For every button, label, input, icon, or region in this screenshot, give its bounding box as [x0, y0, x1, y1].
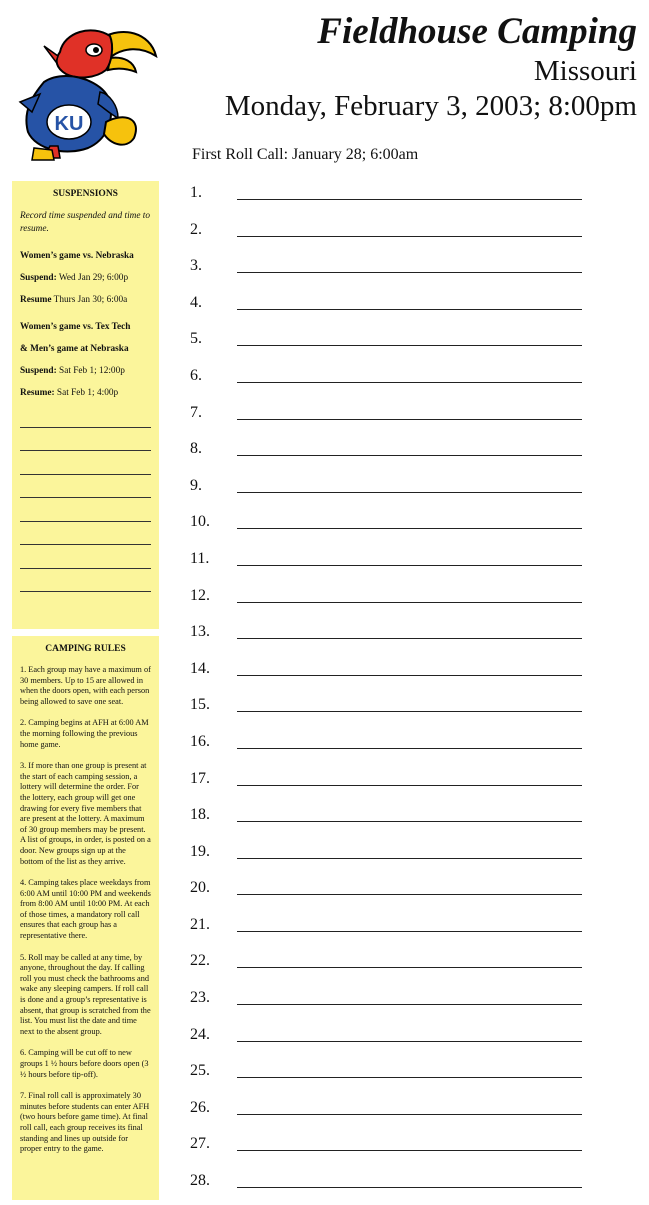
suspensions-title: SUSPENSIONS: [53, 189, 118, 199]
roll-call-row: [190, 839, 590, 876]
roll-call-row: [190, 583, 590, 620]
roll-call-row: [190, 1095, 590, 1132]
roll-call-write-line[interactable]: [237, 199, 582, 200]
roll-call-row: [190, 1022, 590, 1059]
roll-call-number: 17.: [190, 769, 210, 787]
roll-call-write-line[interactable]: [237, 309, 582, 310]
roll-call-write-line[interactable]: [237, 858, 582, 859]
roll-call-number: 8.: [190, 440, 202, 458]
first-roll-call: First Roll Call: January 28; 6:00am: [192, 146, 419, 163]
roll-call-number: 18.: [190, 806, 210, 824]
roll-call-row: [190, 802, 590, 839]
blank-write-line[interactable]: [20, 451, 151, 475]
blank-write-line[interactable]: [20, 569, 151, 593]
roll-call-row: [190, 253, 590, 290]
roll-call-number: 11.: [190, 549, 210, 567]
suspension-game-second: & Men’s game at Nebraska: [20, 344, 129, 354]
roll-call-number: 19.: [190, 842, 210, 860]
roll-call-row: [190, 400, 590, 437]
suspension-blank-lines: [20, 404, 151, 592]
roll-call-number: 1.: [190, 184, 202, 201]
roll-call-write-line[interactable]: [237, 894, 582, 895]
roll-call-write-line[interactable]: [237, 1041, 582, 1042]
jayhawk-icon: [14, 22, 160, 162]
roll-call-number: 27.: [190, 1135, 210, 1153]
roll-call-number: 28.: [190, 1172, 210, 1190]
roll-call-row: [190, 180, 590, 217]
suspend-value: Sat Feb 1; 12:00p: [56, 366, 125, 376]
roll-call-row: [190, 875, 590, 912]
suspend-value: Wed Jan 29; 6:00p: [56, 273, 129, 283]
blank-write-line[interactable]: [20, 404, 151, 428]
roll-call-number: 23.: [190, 989, 210, 1007]
suspend-entry: [20, 272, 151, 285]
roll-call-write-line[interactable]: [237, 711, 582, 712]
roll-call-write-line[interactable]: [237, 382, 582, 383]
suspensions-panel: [12, 181, 159, 629]
roll-call-write-line[interactable]: [237, 1004, 582, 1005]
roll-call-number: 25.: [190, 1062, 210, 1080]
roll-call-row: [190, 948, 590, 985]
suspension-game: Women’s game vs. Nebraska: [20, 251, 134, 261]
resume-label: Resume: [20, 295, 52, 305]
suspend-entry: [20, 365, 151, 378]
roll-call-number: 24.: [190, 1025, 210, 1043]
roll-call-write-line[interactable]: [237, 565, 582, 566]
camping-rules-panel: [12, 636, 159, 1200]
blank-write-line[interactable]: [20, 475, 151, 499]
blank-write-line[interactable]: [20, 428, 151, 452]
suspensions-instructions: Record time suspended and time to resume.: [20, 211, 151, 234]
rule-item: 5. Roll may be called at any time, by anyone, throughout the day. If calling roll you must check the bathrooms and wake any sleeping campers. If roll call is done and a group’s representative is absent, that group is scratched from the list. You must list the date and time next to the absent group.: [20, 952, 151, 1036]
roll-call-row: [190, 473, 590, 510]
roll-call-number: 6.: [190, 366, 202, 384]
resume-label: Resume:: [20, 388, 55, 398]
roll-call-row: [190, 436, 590, 473]
roll-call-row: [190, 692, 590, 729]
roll-call-write-line[interactable]: [237, 785, 582, 786]
game-datetime: Monday, February 3, 2003; 8:00pm: [224, 90, 637, 122]
roll-call-number: 4.: [190, 293, 202, 311]
roll-call-row: [190, 729, 590, 766]
resume-entry: [20, 294, 151, 307]
roll-call-row: [190, 290, 590, 327]
suspend-label: Suspend:: [20, 273, 57, 283]
rule-item: 2. Camping begins at AFH at 6:00 AM the morning following the previous home game.: [20, 718, 149, 749]
rule-item: 3. If more than one group is present at the start of each camping session, a lottery will determine the order. For the lottery, each group will get one drawing for every five members that are present at the lottery. A maximum of 30 group members may be present. A list of groups, in order, is posted on a door. New groups sign up at the bottom of the list as they arrive.: [20, 761, 151, 866]
page-title: Fieldhouse Camping: [317, 11, 637, 52]
roll-call-row: [190, 217, 590, 254]
roll-call-row: [190, 326, 590, 363]
roll-call-write-line[interactable]: [237, 236, 582, 237]
roll-call-number: 21.: [190, 915, 210, 933]
roll-call-number: 15.: [190, 696, 210, 714]
rule-item: 1. Each group may have a maximum of 30 members. Up to 15 are allowed in when the doors open, with each person being allowed to save one seat.: [20, 665, 151, 706]
suspend-label: Suspend:: [20, 366, 57, 376]
roll-call-number: 2.: [190, 220, 202, 238]
roll-call-row: [190, 985, 590, 1022]
roll-call-list: [190, 180, 590, 1205]
roll-call-number: 14.: [190, 659, 210, 677]
roll-call-write-line[interactable]: [237, 492, 582, 493]
roll-call-row: [190, 363, 590, 400]
blank-write-line[interactable]: [20, 545, 151, 569]
rules-title: CAMPING RULES: [45, 644, 126, 654]
roll-call-row: [190, 1168, 590, 1205]
blank-write-line[interactable]: [20, 522, 151, 546]
roll-call-write-line[interactable]: [237, 1114, 582, 1115]
roll-call-row: [190, 656, 590, 693]
roll-call-number: 26.: [190, 1098, 210, 1116]
roll-call-write-line[interactable]: [237, 638, 582, 639]
rule-item: 6. Camping will be cut off to new groups 1 ½ hours before doors open (3 ½ hours before tip-off).: [20, 1048, 149, 1079]
roll-call-row: [190, 1131, 590, 1168]
roll-call-write-line[interactable]: [237, 345, 582, 346]
roll-call-row: [190, 766, 590, 803]
roll-call-write-line[interactable]: [237, 1187, 582, 1188]
roll-call-row: [190, 619, 590, 656]
roll-call-write-line[interactable]: [237, 272, 582, 273]
roll-call-number: 22.: [190, 952, 210, 970]
roll-call-number: 20.: [190, 879, 210, 897]
roll-call-number: 7.: [190, 403, 202, 421]
roll-call-row: [190, 912, 590, 949]
roll-call-write-line[interactable]: [237, 528, 582, 529]
roll-call-write-line[interactable]: [237, 675, 582, 676]
rule-item: 4. Camping takes place weekdays from 6:00 AM until 10:00 PM and weekends from 8:00 AM until 10:00 PM. At each of those times, a mandatory roll call ensures that each group has a representative there.: [20, 878, 151, 941]
roll-call-write-line[interactable]: [237, 931, 582, 932]
resume-value: Thurs Jan 30; 6:00a: [51, 295, 128, 305]
roll-call-write-line[interactable]: [237, 455, 582, 456]
roll-call-number: 16.: [190, 732, 210, 750]
resume-entry: [20, 387, 151, 400]
roll-call-write-line[interactable]: [237, 1150, 582, 1151]
roll-call-number: 10.: [190, 513, 210, 531]
blank-write-line[interactable]: [20, 498, 151, 522]
rule-item: 7. Final roll call is approximately 30 minutes before students can enter AFH (two hours before game time). At final roll call, each group receives its final standing and lines up outside for proper entry to the game.: [20, 1091, 150, 1154]
roll-call-number: 5.: [190, 330, 202, 348]
roll-call-write-line[interactable]: [237, 1077, 582, 1078]
suspension-game: Women’s game vs. Tex Tech: [20, 322, 131, 332]
roll-call-write-line[interactable]: [237, 967, 582, 968]
roll-call-number: 12.: [190, 586, 210, 604]
opponent-name: Missouri: [533, 55, 637, 87]
roll-call-write-line[interactable]: [237, 602, 582, 603]
logo-ku-text: KU: [54, 113, 84, 135]
roll-call-write-line[interactable]: [237, 419, 582, 420]
roll-call-row: [190, 509, 590, 546]
roll-call-number: 9.: [190, 476, 202, 494]
roll-call-row: [190, 546, 590, 583]
resume-value: Sat Feb 1; 4:00p: [54, 388, 119, 398]
jayhawk-logo: [14, 22, 160, 162]
rules-list: [20, 665, 151, 1155]
roll-call-number: 13.: [190, 623, 210, 641]
roll-call-write-line[interactable]: [237, 821, 582, 822]
roll-call-number: 3.: [190, 257, 202, 275]
roll-call-write-line[interactable]: [237, 748, 582, 749]
roll-call-row: [190, 1058, 590, 1095]
